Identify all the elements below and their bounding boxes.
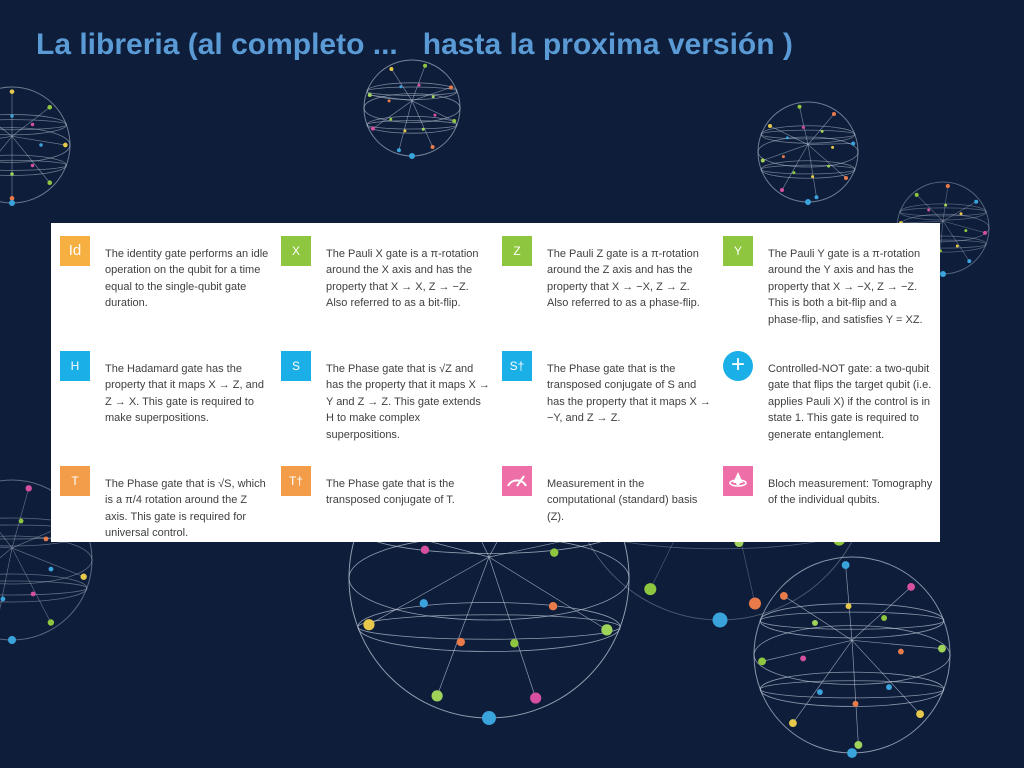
sphere-spoke (373, 101, 412, 129)
sphere-node (39, 143, 42, 146)
bloch-measurement-icon (723, 466, 753, 496)
identity-gate-icon: Id (60, 236, 90, 266)
sphere-node (812, 620, 818, 626)
sphere-node (960, 212, 963, 215)
gate-description: The identity gate performs an idle operation on the qubit for a time equal to the single-qubit gate duration. (105, 248, 269, 310)
sphere-node (964, 229, 967, 232)
sphere-node (10, 89, 15, 94)
sphere-equator (0, 536, 92, 584)
sphere-node (31, 592, 36, 597)
sphere-node (49, 567, 54, 572)
sphere-node (915, 193, 919, 197)
s-dagger-gate-icon: S† (502, 351, 532, 381)
cnot-gate-icon: + (723, 351, 753, 381)
sphere-spoke (770, 126, 808, 144)
sphere-spoke (489, 557, 607, 630)
sphere-node (19, 519, 24, 524)
sphere-node (814, 195, 818, 199)
sphere-spoke (489, 557, 536, 698)
sphere-node (10, 114, 13, 117)
sphere-node (549, 602, 557, 610)
sphere-node (422, 128, 425, 131)
sphere-latitude (900, 208, 986, 216)
sphere-latitude (761, 130, 855, 139)
sphere-node (846, 603, 852, 609)
sphere-node (644, 583, 656, 595)
sphere-latitude (0, 574, 87, 602)
sphere-node (1, 597, 6, 602)
sphere-spoke (852, 640, 920, 714)
sphere-outline (754, 557, 950, 753)
sphere-node (827, 165, 830, 168)
sphere-spoke (852, 640, 858, 745)
sphere-node (423, 64, 427, 68)
sphere-node (956, 245, 959, 248)
slide-title: La libreria (al completo ... hasta la proxima versión ) (36, 28, 793, 61)
sphere-latitude (367, 121, 457, 129)
sphere-equator (758, 137, 858, 167)
sphere-spoke (0, 497, 12, 548)
sphere-spoke (808, 145, 816, 198)
sphere-node (389, 67, 393, 71)
sphere-node (10, 172, 13, 175)
sphere-pole-node (805, 199, 811, 205)
gate-description: The Phase gate that is √S, which is a π/4 rotation around the Z axis. This gate is required for universal control. (105, 478, 266, 540)
sphere-node (421, 546, 429, 554)
sphere-spoke (391, 69, 412, 101)
sphere-node (601, 624, 612, 635)
sphere-node (782, 155, 785, 158)
sphere-node (844, 176, 848, 180)
sphere-node (399, 85, 402, 88)
sphere-node (431, 145, 435, 149)
sphere-node (48, 619, 54, 625)
sphere-node (368, 93, 372, 97)
gate-description: The Phase gate that is the transposed conjugate of T. (326, 478, 455, 507)
pauli-y-gate-icon: Y (723, 236, 753, 266)
sphere-spoke (12, 548, 51, 623)
sphere-pole-node (9, 200, 15, 206)
sphere-node (47, 180, 52, 185)
sphere-node (550, 548, 558, 556)
sphere-node (10, 196, 15, 201)
sphere-node (31, 123, 34, 126)
sphere-equator (349, 536, 629, 620)
sphere-node (811, 175, 814, 178)
sphere-node (817, 689, 823, 695)
sphere-node (433, 114, 436, 117)
sphere-equator (0, 128, 70, 163)
sphere-node (946, 184, 950, 188)
sphere-spoke (399, 101, 412, 150)
sphere-node (831, 146, 834, 149)
sphere-spoke (808, 145, 846, 178)
sphere-spoke (763, 145, 808, 161)
sphere-node (80, 574, 86, 580)
sphere-latitude (760, 681, 944, 698)
sphere-node (907, 583, 915, 591)
sphere-spoke (852, 640, 942, 648)
sphere-outline (0, 87, 70, 203)
sphere-node (853, 701, 859, 707)
sphere-node (432, 690, 443, 701)
gate-description: The Pauli Z gate is a π-rotation around the Z axis and has the property that X → −X, Z → Z. Also referred to as a phase-flip. (547, 248, 700, 310)
sphere-node (854, 741, 862, 749)
hadamard-gate-icon: H (60, 351, 90, 381)
sphere-spoke (12, 107, 50, 136)
gate-description: Bloch measurement: Tomography of the individual qubits. (768, 478, 933, 507)
sphere-latitude (367, 87, 457, 95)
sphere-node (63, 143, 68, 148)
sphere-node (31, 164, 34, 167)
gate-description: The Hadamard gate has the property that it maps X → Z, and Z → X. This gate is required to make superpositions. (105, 363, 264, 425)
gate-description: The Phase gate that is √Z and has the property that it maps X → Y and Z → Z. This gate extends H to make complex superpositions. (326, 363, 490, 441)
sphere-node (802, 126, 805, 129)
gate-description: The Phase gate that is the transposed conjugate of S and has the property that it maps X → −Y, and Z → Z. (547, 363, 711, 425)
sphere-spoke (808, 144, 853, 145)
sphere-node (388, 99, 391, 102)
sphere-pole-node (8, 636, 16, 644)
sphere-spoke (793, 640, 852, 723)
gate-description: The Pauli X gate is a π-rotation around the X axis and has the property that X → X, Z → −Z. Also referred to as a bit-flip. (326, 248, 479, 310)
sphere-node (851, 142, 855, 146)
sphere-node (974, 200, 978, 204)
sphere-node (26, 485, 32, 491)
sphere-spoke (808, 114, 834, 144)
sphere-node (510, 639, 518, 647)
sphere-node (780, 592, 788, 600)
sphere-outline (364, 60, 460, 156)
sphere-node (967, 259, 971, 263)
gate-library-panel (51, 223, 940, 542)
sphere-spoke (412, 101, 433, 147)
sphere-node (403, 129, 406, 132)
sphere-node (983, 231, 987, 235)
sphere-node (916, 710, 924, 718)
sphere-pole-node (482, 711, 496, 725)
sphere-node (418, 84, 421, 87)
sphere-pole-node (713, 613, 728, 628)
gate-description: Measurement in the computational (standard) basis (Z). (547, 478, 698, 523)
sphere-node (397, 148, 401, 152)
sphere-node (761, 158, 765, 162)
sphere-node (832, 112, 836, 116)
gate-description: Controlled-NOT gate: a two-qubit gate that flips the target qubit (i.e. applies Pauli X) if the control is in state 1. This gate is required to generate entanglement. (768, 363, 932, 441)
sphere-equator (364, 94, 460, 123)
sphere-pole-node (847, 748, 857, 758)
measurement-gauge-icon (502, 466, 532, 496)
sphere-spoke (0, 107, 12, 136)
sphere-latitude (760, 612, 944, 629)
sphere-spoke (412, 101, 454, 121)
sphere-node (800, 656, 806, 662)
sphere-node (389, 118, 392, 121)
sphere-node (780, 188, 784, 192)
sphere-node (944, 204, 947, 207)
sphere-node (768, 124, 772, 128)
sphere-node (432, 95, 435, 98)
sphere-node (786, 136, 789, 139)
sphere-node (938, 645, 946, 653)
sphere-node (47, 105, 52, 110)
sphere-node (792, 171, 795, 174)
sphere-node (886, 684, 892, 690)
sphere-spoke (370, 95, 412, 101)
sphere-node (927, 208, 930, 211)
sphere-pole-node (409, 153, 415, 159)
sphere-spoke (12, 548, 84, 577)
sphere-node (758, 657, 766, 665)
sphere-outline (758, 102, 858, 202)
t-dagger-gate-icon: T† (281, 466, 311, 496)
sphere-node (821, 130, 824, 133)
sphere-latitude (761, 165, 855, 174)
t-gate-icon: T (60, 466, 90, 496)
sphere-spoke (0, 548, 12, 632)
sphere-node (44, 536, 49, 541)
sphere-node (881, 615, 887, 621)
sphere-spoke (762, 640, 852, 661)
sphere-latitude (0, 581, 87, 595)
pauli-z-gate-icon: Z (502, 236, 532, 266)
sphere-node (457, 638, 465, 646)
sphere-node (449, 85, 453, 89)
sphere-spoke (437, 557, 489, 696)
sphere-node (371, 127, 375, 131)
sphere-spoke (12, 136, 65, 145)
sphere-node (798, 105, 802, 109)
sphere-node (898, 649, 904, 655)
pauli-x-gate-icon: X (281, 236, 311, 266)
sphere-node (420, 599, 428, 607)
sphere-pole-node (940, 271, 946, 277)
sphere-node (789, 719, 797, 727)
sphere-node (452, 119, 456, 123)
sphere-latitude (358, 615, 620, 640)
sphere-node (842, 561, 850, 569)
phase-s-gate-icon: S (281, 351, 311, 381)
sphere-node (530, 692, 541, 703)
sphere-equator (754, 626, 950, 685)
sphere-node (749, 597, 761, 609)
gate-description: The Pauli Y gate is a π-rotation around the Y axis and has the property that X → −X, Z → −Z. This is both a bit-flip and a phase-flip, and satisfies Y = XZ. (768, 248, 923, 326)
sphere-node (363, 619, 374, 630)
